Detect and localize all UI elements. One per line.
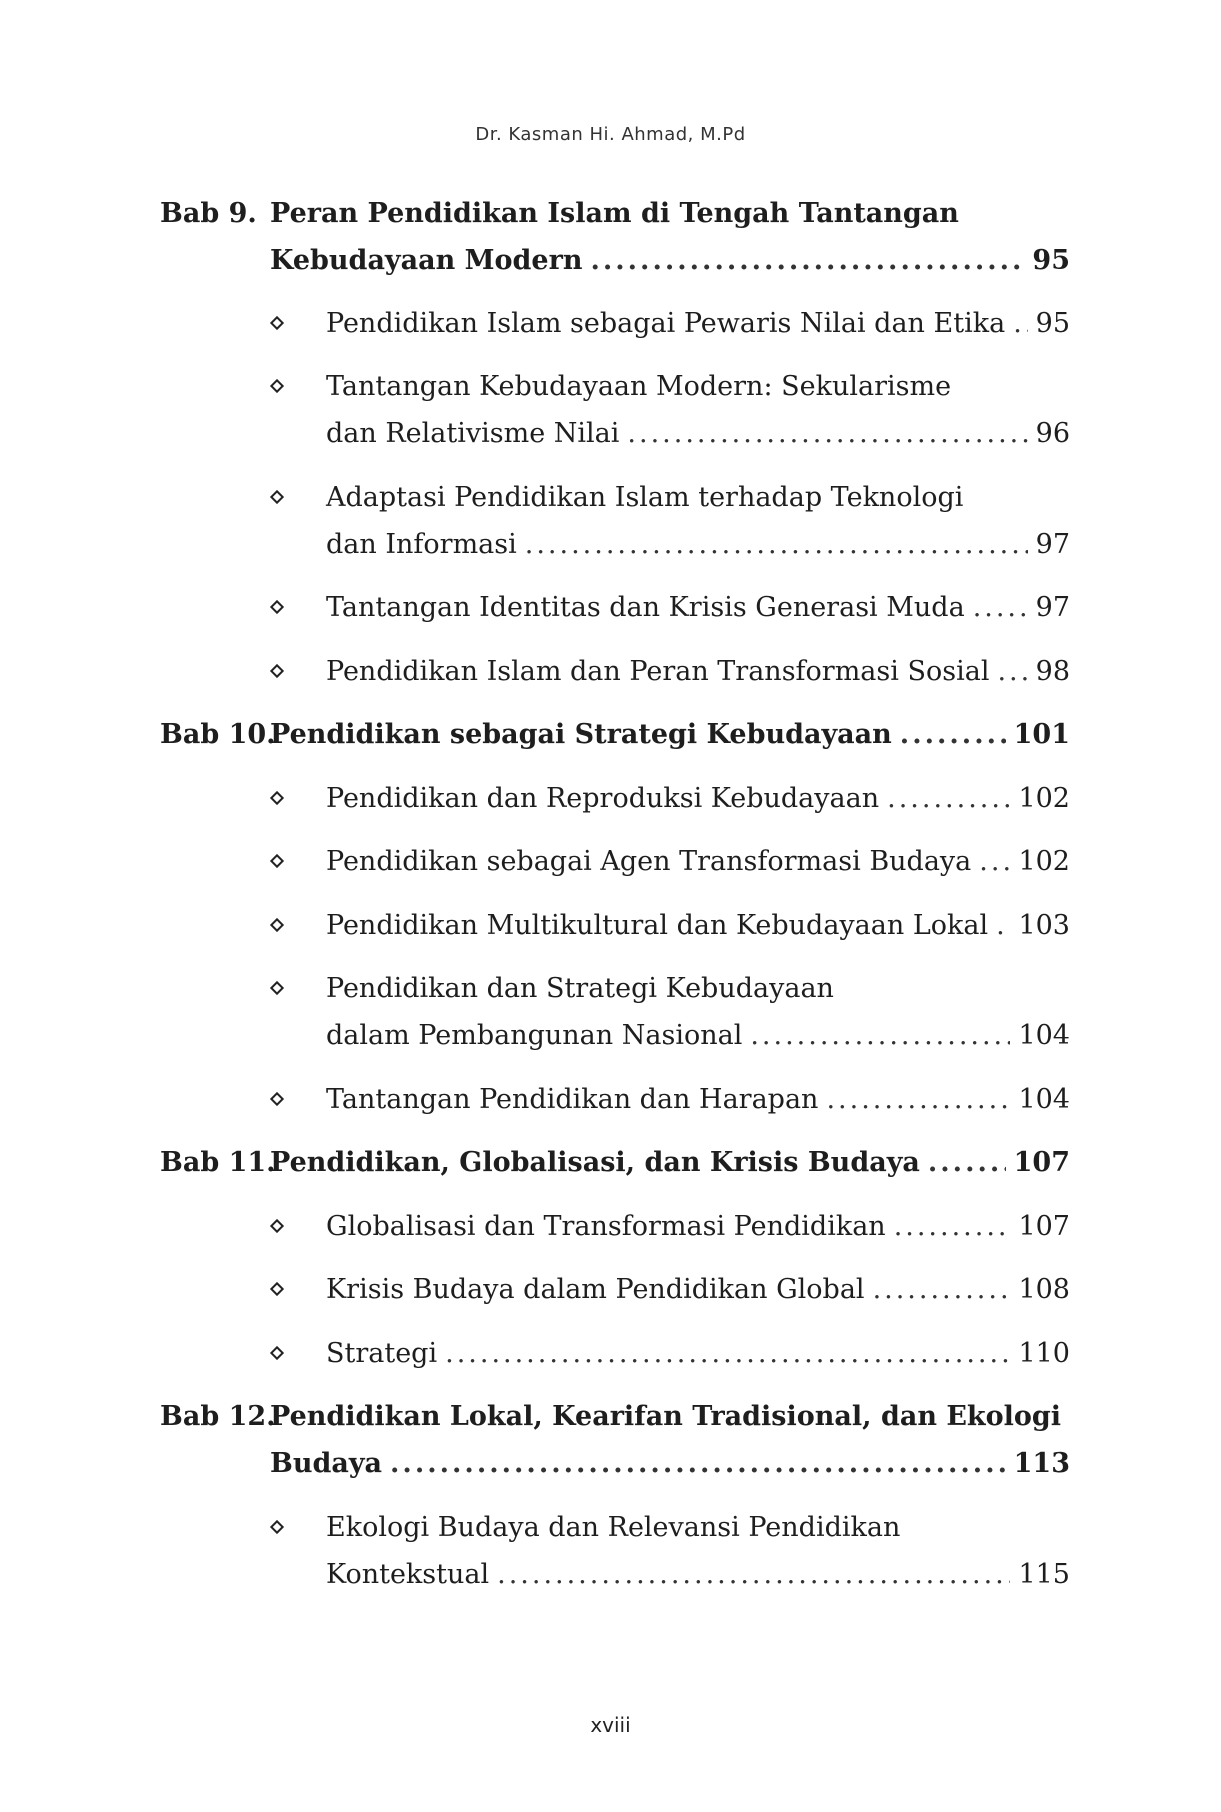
page-number: 98 [1035, 656, 1070, 687]
entry-title: Tantangan Identitas dan Krisis Generasi Muda [326, 592, 965, 623]
page-footer-number: xviii [590, 1713, 631, 1737]
chapter-title: Pendidikan sebagai Strategi Kebudayaan [270, 719, 892, 750]
chapter-title: Budaya [270, 1448, 383, 1479]
entry-title: Kontekstual [326, 1559, 490, 1590]
diamond-bullet-icon [270, 981, 284, 995]
leader-dots [590, 243, 1024, 279]
diamond-bullet-icon [270, 379, 284, 393]
chapter-label: Bab 11. [160, 1147, 276, 1178]
page-number: 101 [1013, 719, 1070, 750]
leader-dots [1013, 306, 1027, 342]
diamond-bullet-icon [270, 1219, 284, 1233]
diamond-bullet-icon [270, 316, 284, 330]
chapter-label: Bab 10. [160, 719, 276, 750]
diamond-bullet-icon [270, 490, 284, 504]
leader-dots [979, 844, 1010, 880]
entry-title: Tantangan Pendidikan dan Harapan [326, 1084, 819, 1115]
diamond-bullet-icon [270, 664, 284, 678]
leader-dots [826, 1082, 1010, 1118]
page-number: 95 [1032, 245, 1070, 276]
chapter-title: Peran Pendidikan Islam di Tengah Tantangan [270, 198, 959, 229]
leader-dots [973, 590, 1028, 626]
leader-dots [997, 654, 1027, 690]
diamond-bullet-icon [270, 1282, 284, 1296]
entry-title: dalam Pembangunan Nasional [326, 1020, 743, 1051]
entry-title: Tantangan Kebudayaan Modern: Sekularisme [326, 371, 952, 402]
diamond-bullet-icon [270, 1346, 284, 1360]
page-number: 107 [1013, 1147, 1070, 1178]
leader-dots [390, 1446, 1006, 1482]
leader-dots [894, 1209, 1011, 1245]
entry-title: Strategi [326, 1338, 438, 1369]
leader-dots [627, 416, 1027, 452]
page-number: 95 [1035, 308, 1070, 339]
entry-title: Pendidikan Islam sebagai Pewaris Nilai dan Etika [326, 308, 1006, 339]
entry-title: Adaptasi Pendidikan Islam terhadap Teknologi [326, 482, 964, 513]
entry-title: Krisis Budaya dalam Pendidikan Global [326, 1274, 865, 1305]
leader-dots [928, 1145, 1006, 1181]
page-number: 97 [1035, 529, 1070, 560]
diamond-bullet-icon [270, 918, 284, 932]
running-header: Dr. Kasman Hi. Ahmad, M.Pd [475, 124, 746, 145]
page-number: 102 [1018, 846, 1070, 877]
leader-dots [996, 908, 1010, 944]
entry-title: Ekologi Budaya dan Relevansi Pendidikan [326, 1512, 901, 1543]
leader-dots [900, 717, 1006, 753]
page-number: 104 [1018, 1020, 1070, 1051]
leader-dots [750, 1018, 1010, 1054]
page-number: 113 [1013, 1448, 1070, 1479]
chapter-title: Pendidikan Lokal, Kearifan Tradisional, dan Ekologi [270, 1401, 1062, 1432]
page-number: 115 [1018, 1559, 1070, 1590]
leader-dots [873, 1272, 1011, 1308]
page-number: 107 [1018, 1211, 1070, 1242]
entry-title: Globalisasi dan Transformasi Pendidikan [326, 1211, 886, 1242]
diamond-bullet-icon [270, 600, 284, 614]
page-number: 108 [1018, 1274, 1070, 1305]
leader-dots [445, 1336, 1010, 1372]
diamond-bullet-icon [270, 1092, 284, 1106]
page-number: 96 [1035, 418, 1070, 449]
leader-dots [525, 527, 1028, 563]
page-number: 97 [1035, 592, 1070, 623]
page-number: 103 [1018, 910, 1070, 941]
entry-title: Pendidikan Islam dan Peran Transformasi Sosial [326, 656, 990, 687]
chapter-label: Bab 12. [160, 1401, 276, 1432]
chapter-title: Pendidikan, Globalisasi, dan Krisis Budaya [270, 1147, 920, 1178]
page-number: 110 [1018, 1338, 1070, 1369]
entry-title: Pendidikan sebagai Agen Transformasi Budaya [326, 846, 972, 877]
chapter-title: Kebudayaan Modern [270, 245, 583, 276]
page-number: 104 [1018, 1084, 1070, 1115]
entry-title: Pendidikan dan Reproduksi Kebudayaan [326, 783, 880, 814]
diamond-bullet-icon [270, 854, 284, 868]
entry-title: dan Informasi [326, 529, 517, 560]
leader-dots [497, 1557, 1010, 1593]
diamond-bullet-icon [270, 791, 284, 805]
leader-dots [887, 781, 1010, 817]
page-number: 102 [1018, 783, 1070, 814]
entry-title: Pendidikan Multikultural dan Kebudayaan Lokal [326, 910, 989, 941]
diamond-bullet-icon [270, 1520, 284, 1534]
entry-title: Pendidikan dan Strategi Kebudayaan [326, 973, 834, 1004]
chapter-label: Bab 9. [160, 198, 257, 229]
entry-title: dan Relativisme Nilai [326, 418, 620, 449]
